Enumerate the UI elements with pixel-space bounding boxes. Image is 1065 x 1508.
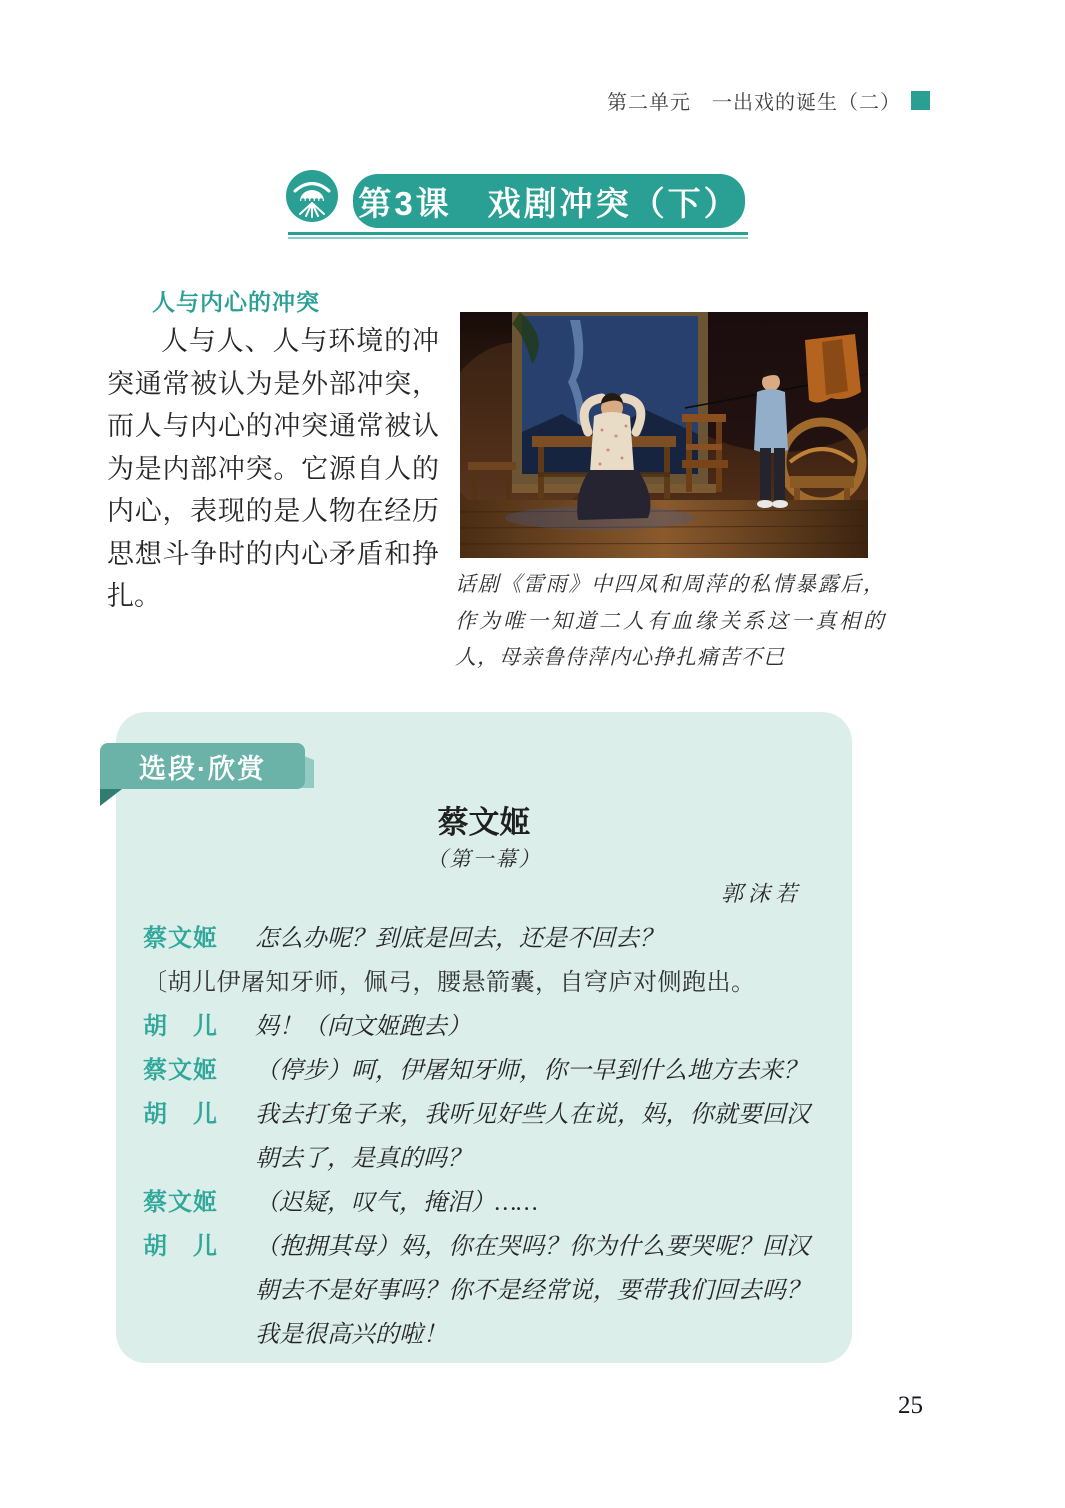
speaker-name: 胡 儿 xyxy=(143,1233,218,1260)
dialogue-line xyxy=(143,1225,810,1357)
lesson-banner xyxy=(353,174,745,228)
stage-photo xyxy=(460,312,868,558)
photo-hanging-clothes xyxy=(805,334,861,403)
dialogue-text: 妈！（向文姬跑去） xyxy=(255,1014,471,1040)
excerpt-author: 郭沫若 xyxy=(720,881,802,906)
photo-caption: 话剧《雷雨》中四凤和周萍的私情暴露后，作为唯一知道二人有血缘关系这一真相的人，母亲鲁侍萍内心挣扎痛苦不已 xyxy=(455,572,885,669)
excerpt-title: 蔡文姬 xyxy=(437,805,531,840)
dialogue-line xyxy=(143,1005,810,1049)
page-number: 25 xyxy=(898,1392,923,1419)
unit-marker-square xyxy=(911,91,930,110)
stage-direction xyxy=(143,961,810,1005)
speaker-name: 蔡文姬 xyxy=(143,925,218,952)
speaker-name: 蔡文姬 xyxy=(143,1189,218,1216)
dialogue-line xyxy=(143,917,810,961)
unit-title: 第二单元 一出戏的诞生（二） xyxy=(607,92,901,114)
dialogue-text: （迟疑，叹气，掩泪）…… xyxy=(255,1190,538,1216)
speaker-name: 胡 儿 xyxy=(143,1013,218,1040)
running-head xyxy=(607,86,930,115)
banner-underline xyxy=(288,232,748,239)
excerpt-subtitle: （第一幕） xyxy=(426,847,542,871)
lead-paragraph: 人与人、人与环境的冲突通常被认为是外部冲突，而人与内心的冲突通常被认为是内部冲突。它源自人的内心，表现的是人物在经历思想斗争时的内心矛盾和挣扎。 xyxy=(107,326,439,611)
excerpt-tab xyxy=(100,743,305,789)
dialogue-text: 我去打兔子来，我听见好些人在说，妈，你就要回汉朝去了，是真的吗？ xyxy=(255,1102,810,1172)
dialogue-text: 怎么办呢？到底是回去，还是不回去？ xyxy=(255,926,663,952)
excerpt-tab-label: 选段·欣赏 xyxy=(139,753,266,784)
dialogue-text: 〔胡儿伊屠知牙师，佩弓，腰悬箭囊，自穹庐对侧跑出。 xyxy=(143,969,756,996)
lesson-title: 第3课 戏剧冲突（下） xyxy=(358,184,740,222)
speaker-name: 胡 儿 xyxy=(143,1101,218,1128)
section-heading: 人与内心的冲突 xyxy=(152,289,320,315)
dialogue-line xyxy=(143,1093,810,1181)
photo-floor xyxy=(460,500,868,558)
dialogue-line xyxy=(143,1181,810,1225)
dialogue-text: （抱拥其母）妈，你在哭吗？你为什么要哭呢？回汉朝去不是好事吗？你不是经常说，要带我们回去吗？我是很高兴的啦！ xyxy=(255,1234,810,1348)
speaker-name: 蔡文姬 xyxy=(143,1057,218,1084)
dialogue-list xyxy=(143,917,810,1357)
dialogue-line xyxy=(143,1049,810,1093)
lesson-logo-icon xyxy=(286,170,338,222)
dialogue-text: （停步）呵，伊屠知牙师，你一早到什么地方去来？ xyxy=(255,1058,807,1084)
